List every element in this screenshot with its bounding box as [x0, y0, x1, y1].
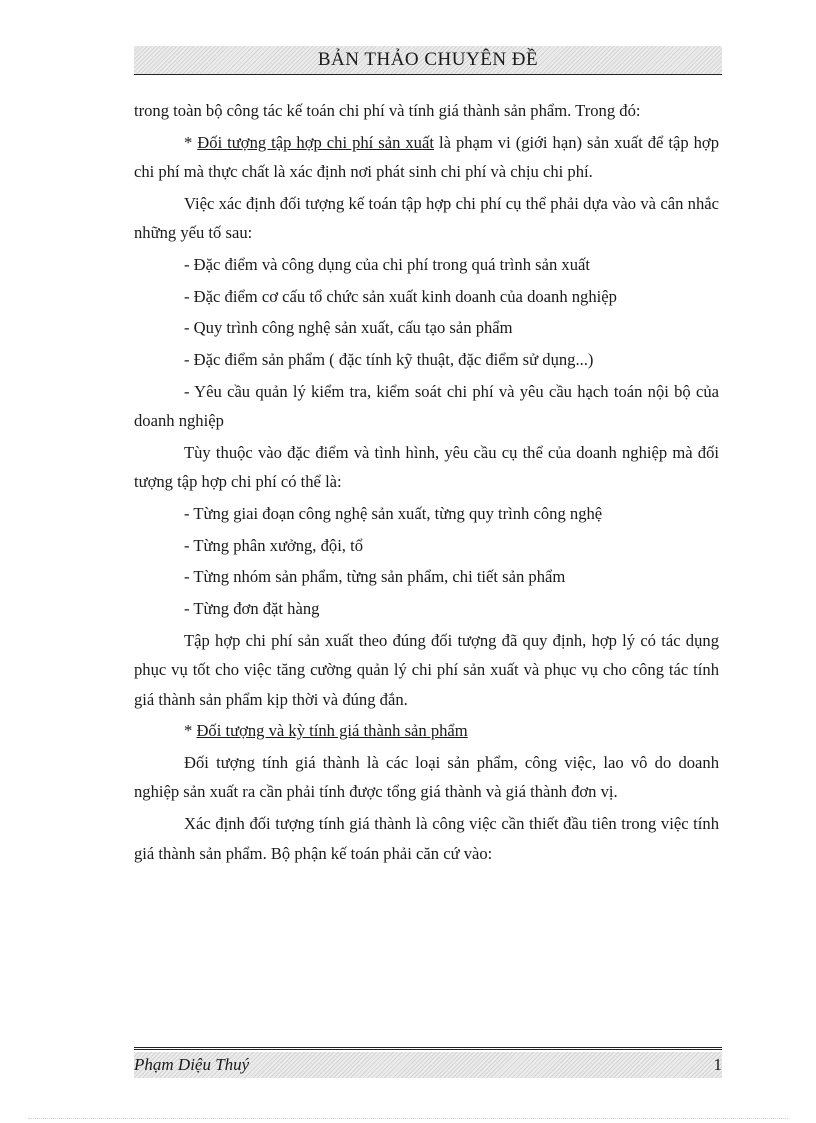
paragraph-cost-object-definition — [134, 128, 719, 187]
list-item: - Đặc điểm và công dụng của chi phí trong quá trình sản xuất — [184, 254, 590, 274]
paragraph-objects-intro: Tùy thuộc vào đặc điểm và tình hình, yêu cầu cụ thể của doanh nghiệp mà đối tượng tập hợp chi phí có thể là: — [134, 442, 719, 492]
list-item-wrapped: - Yêu cầu quản lý kiểm tra, kiểm soát chi phí và yêu cầu hạch toán nội bộ của doanh nghiệp — [134, 381, 719, 431]
definition-text: là phạm vi (giới hạn) sản xuất để tập hợp chi phí mà thực chất là xác định nơi phát sinh chi phí và chịu chi phí. — [134, 132, 719, 182]
footer-divider — [134, 1047, 722, 1050]
paragraph-factors-intro: Việc xác định đối tượng kế toán tập hợp chi phí cụ thể phải dựa vào và cân nhắc những yếu tố sau: — [134, 193, 719, 243]
footer-author: Phạm Diệu Thuý — [134, 1055, 250, 1074]
bullet-marker: * — [184, 721, 197, 741]
list-item: - Từng giai đoạn công nghệ sản xuất, từng quy trình công nghệ — [184, 503, 603, 523]
page-number: 1 — [713, 1055, 722, 1074]
paragraph-intro: trong toàn bộ công tác kế toán chi phí và tính giá thành sản phẩm. Trong đó: — [134, 101, 641, 120]
page-header — [134, 46, 722, 75]
underlined-heading: Đối tượng và kỳ tính giá thành sản phẩm — [196, 721, 468, 741]
section-heading-costing-object — [134, 716, 719, 745]
document-body — [134, 96, 719, 870]
list-item: - Đặc điểm cơ cấu tổ chức sản xuất kinh doanh của doanh nghiệp — [184, 286, 617, 306]
bullet-marker: * — [184, 132, 198, 152]
list-item: - Từng đơn đặt hàng — [184, 599, 320, 619]
paragraph-costing-object-determination: Xác định đối tượng tính giá thành là công việc cần thiết đầu tiên trong việc tính giá thành sản phẩm. Bộ phận kế toán phải căn cứ vào: — [134, 814, 719, 863]
paragraph-costing-object-definition: Đối tượng tính giá thành là các loại sản phẩm, công việc, lao vô do doanh nghiệp sản xuất ra cần phải tính được tổng giá thành và giá thành đơn vị. — [134, 752, 719, 802]
list-item: - Từng nhóm sản phẩm, từng sản phẩm, chi tiết sản phẩm — [184, 567, 566, 587]
list-item: - Quy trình công nghệ sản xuất, cấu tạo sản phẩm — [184, 318, 513, 338]
list-item: - Từng phân xưởng, đội, tổ — [184, 535, 364, 555]
list-item: - Đặc điểm sản phẩm ( đặc tính kỹ thuật, đặc điểm sử dụng...) — [184, 350, 594, 370]
header-title: BẢN THẢO CHUYÊN ĐỀ — [317, 49, 539, 70]
page-footer — [134, 1052, 722, 1078]
underlined-term-cost-object: Đối tượng tập hợp chi phí sản xuất — [197, 132, 434, 152]
page-bottom-edge — [28, 1118, 788, 1119]
paragraph-cost-gathering: Tập hợp chi phí sản xuất theo đúng đối tượng đã quy định, hợp lý có tác dụng phục vụ tốt cho việc tăng cường quản lý chi phí sản xuất và phục vụ cho công tác tính giá thành sản phẩm kịp thời và đúng đắn. — [134, 630, 719, 709]
